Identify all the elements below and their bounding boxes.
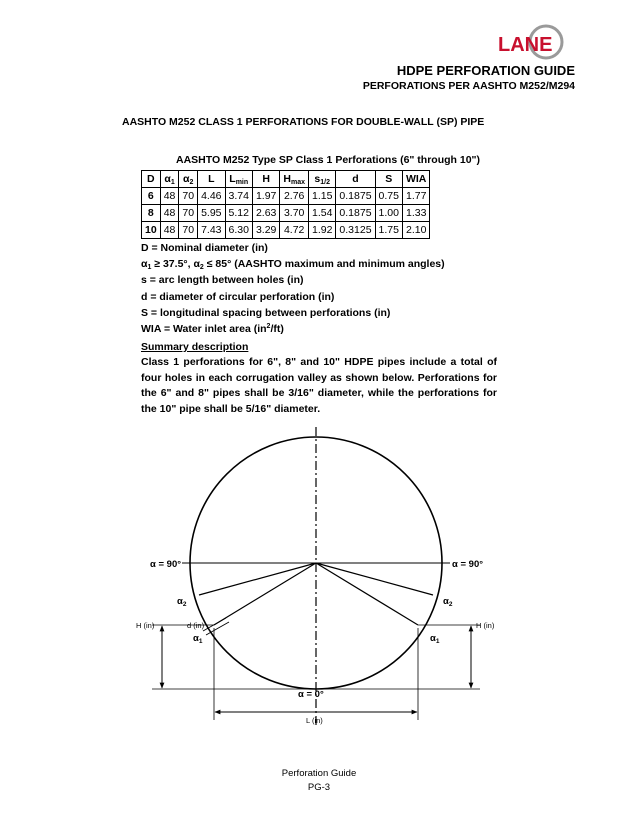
label-alpha1-left: $\alpha_1$ xyxy=(193,633,203,645)
table-cell: 0.3125 xyxy=(336,222,375,239)
column-header: $\alpha_1$ xyxy=(160,171,179,188)
table-cell: 48 xyxy=(160,188,179,205)
table-cell: 2.63 xyxy=(252,205,279,222)
table-cell: 10 xyxy=(142,222,161,239)
logo-text: LANE xyxy=(498,34,553,56)
definition-perforation-diameter: d = diameter of circular perforation (in) xyxy=(141,290,335,303)
table-cell: 7.43 xyxy=(198,222,225,239)
table-cell: 48 xyxy=(160,205,179,222)
table-cell: 4.72 xyxy=(280,222,309,239)
wia-unit: /ft) xyxy=(270,323,284,336)
column-header: WIA xyxy=(402,171,429,188)
perforation-mark-2 xyxy=(206,622,229,635)
column-header: L xyxy=(198,171,225,188)
alpha-symbol: α xyxy=(141,258,148,271)
section-title: AASHTO M252 CLASS 1 PERFORATIONS FOR DOUBLE-WALL (SP) PIPE xyxy=(122,116,485,128)
table-cell: 2.10 xyxy=(402,222,429,239)
summary-heading: Summary description xyxy=(141,341,249,353)
column-header: D xyxy=(142,171,161,188)
column-header: $L_{min}$ xyxy=(225,171,252,188)
radial-line-alpha1-left xyxy=(214,563,316,625)
wia-superscript: 2 xyxy=(266,323,271,331)
table-cell: 4.46 xyxy=(198,188,225,205)
table-cell: 2.76 xyxy=(280,188,309,205)
alpha2-subscript: 2 xyxy=(199,264,204,272)
column-header: H xyxy=(252,171,279,188)
table-cell: 3.70 xyxy=(280,205,309,222)
page-title: HDPE PERFORATION GUIDE xyxy=(396,63,575,78)
angles-mid-text: ≥ 37.5°, α xyxy=(151,258,200,271)
definition-spacing: S = longitudinal spacing between perforations (in) xyxy=(141,306,391,319)
table-cell: 1.97 xyxy=(252,188,279,205)
definition-arc-length: s = arc length between holes (in) xyxy=(141,274,304,287)
table-cell: 0.1875 xyxy=(336,205,375,222)
table-cell: 3.74 xyxy=(225,188,252,205)
table-cell: 8 xyxy=(142,205,161,222)
table-cell: 0.75 xyxy=(375,188,402,205)
column-header: $\alpha_2$ xyxy=(179,171,198,188)
radial-line-alpha2-left xyxy=(199,563,316,595)
footer-title: Perforation Guide xyxy=(281,768,357,779)
label-alpha1-right: $\alpha_1$ xyxy=(430,633,440,645)
label-alpha2-right: $\alpha_2$ xyxy=(443,596,453,608)
column-header: $s_{1/2}$ xyxy=(308,171,335,188)
table-cell: 6 xyxy=(142,188,161,205)
angles-end-text: ≤ 85° (AASHTO maximum and minimum angles) xyxy=(203,258,445,271)
table-cell: 1.00 xyxy=(375,205,402,222)
table-cell: 70 xyxy=(179,205,198,222)
table-caption: AASHTO M252 Type SP Class 1 Perforations (6" through 10") xyxy=(176,154,481,166)
label-l: L (in) xyxy=(306,716,323,725)
table-cell: 1.15 xyxy=(308,188,335,205)
radial-line-alpha2-right xyxy=(316,563,433,595)
label-alpha2-left: $\alpha_2$ xyxy=(177,596,187,608)
table-cell: 70 xyxy=(179,188,198,205)
table-cell: 1.92 xyxy=(308,222,335,239)
label-d: d (in) xyxy=(187,621,205,630)
page-subtitle: PERFORATIONS PER AASHTO M252/M294 xyxy=(362,80,575,92)
table-cell: 1.77 xyxy=(402,188,429,205)
label-h-left: H (in) xyxy=(136,621,155,630)
table-cell: 1.75 xyxy=(375,222,402,239)
table-cell: 1.54 xyxy=(308,205,335,222)
footer-page-number: PG-3 xyxy=(307,782,331,793)
table-cell: 6.30 xyxy=(225,222,252,239)
definition-diameter: D = Nominal diameter (in) xyxy=(141,242,268,254)
label-alpha90-left: α = 90° xyxy=(150,559,182,570)
radial-line-alpha1-right xyxy=(316,563,418,625)
table-cell: 70 xyxy=(179,222,198,239)
column-header: S xyxy=(375,171,402,188)
table-cell: 5.12 xyxy=(225,205,252,222)
table-cell: 48 xyxy=(160,222,179,239)
table-cell: 1.33 xyxy=(402,205,429,222)
column-header: d xyxy=(336,171,375,188)
label-h-right: H (in) xyxy=(476,621,495,630)
alpha1-subscript: 1 xyxy=(147,264,152,272)
table-cell: 3.29 xyxy=(252,222,279,239)
table-cell: 5.95 xyxy=(198,205,225,222)
table-cell: 0.1875 xyxy=(336,188,375,205)
label-alpha0: α = 0° xyxy=(298,689,324,700)
label-alpha90-right: α = 90° xyxy=(452,559,484,570)
summary-body: Class 1 perforations for 6", 8" and 10" HDPE pipes include a total of four holes in each corrugation valley as shown below. Perforations for the 6" and 8" pipes shall be 3/16" diameter, while the perforations for the 10" pipe shall be 5/16" diameter. xyxy=(141,356,497,415)
column-header: $H_{max}$ xyxy=(280,171,309,188)
wia-text: WIA = Water inlet area (in xyxy=(141,323,267,336)
